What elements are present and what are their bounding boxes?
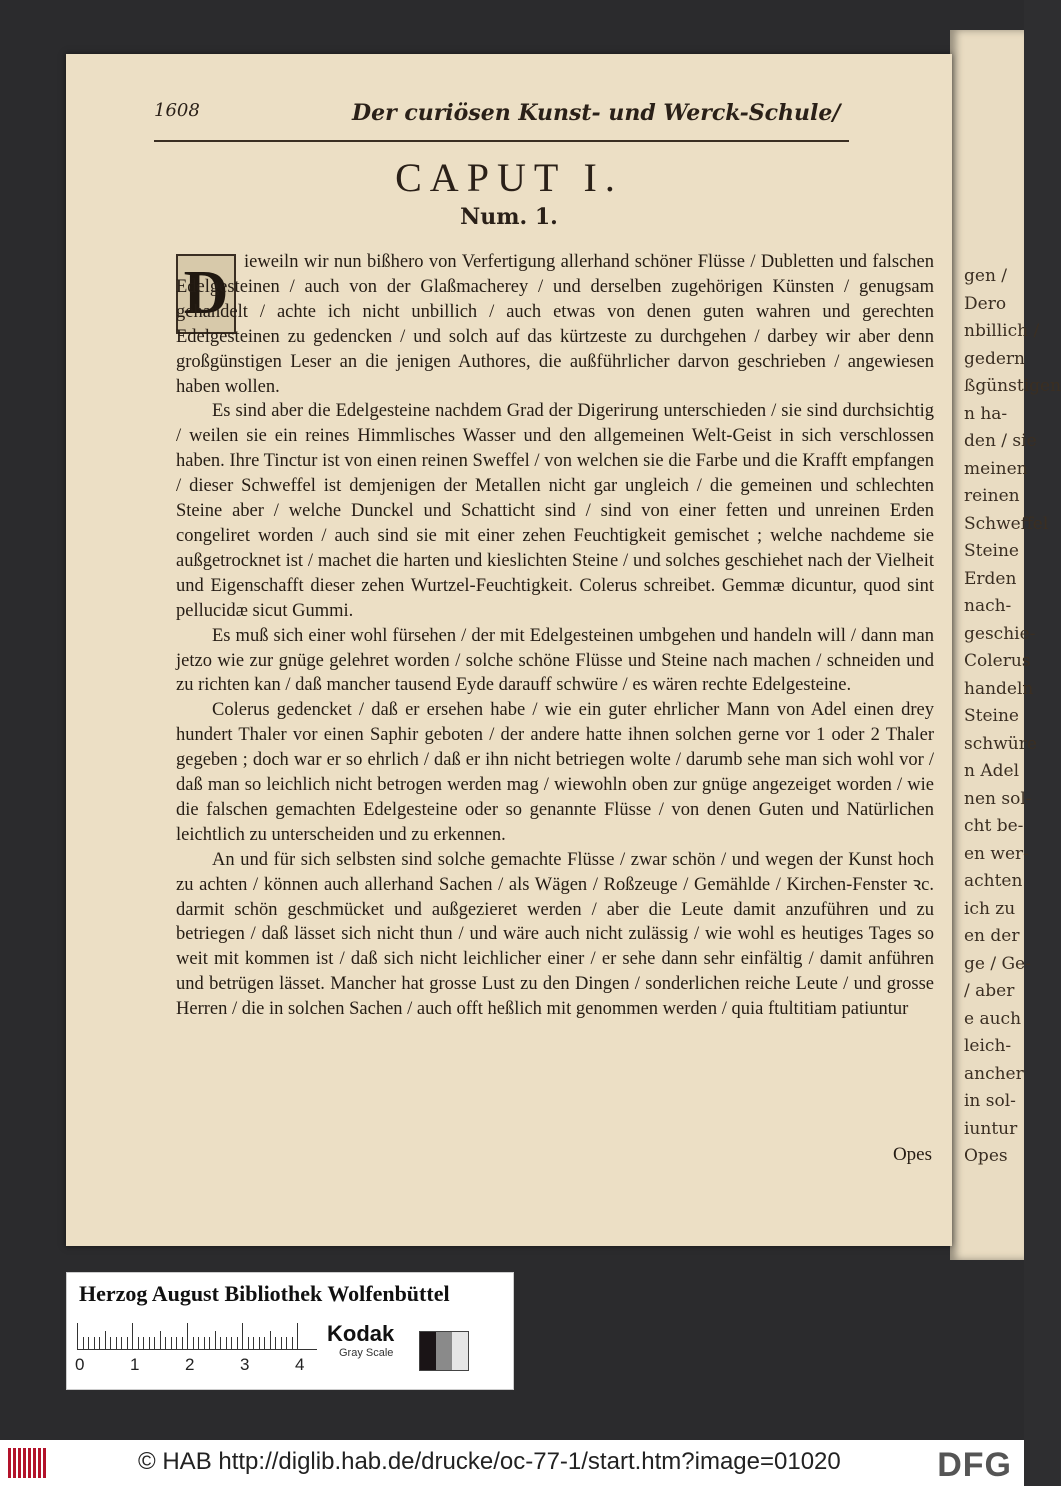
running-head: Der curiösen Kunst- und Werck-Schule/ <box>352 100 841 126</box>
facing-page-fragment: Opes <box>964 1146 1008 1166</box>
ruler-tick <box>204 1337 205 1349</box>
ruler-tick <box>253 1337 254 1349</box>
facing-page-fragment: ßgünstigen <box>964 376 1061 396</box>
ruler-tick <box>176 1337 177 1349</box>
book-page <box>66 54 952 1246</box>
hab-logo-icon <box>8 1448 46 1478</box>
ruler-tick <box>270 1331 271 1349</box>
paragraph: An und für sich selbsten sind solche gemachte Flüsse / zwar schön / und wegen der Kunst hoch zu achten / können auch allerhand Sachen / als Wägen / Roßzeuge / Gemählde / Kirchen-Fenster ꝛc. darmit schön geschmücket und außgezieret werden / aber die Leute damit anzuführen und zu betriegen / daß lässet sich nicht thun / und wäre auch nicht zulässig / wie wohl es heutiges Tages so weit mit kommen ist / daß sich nicht leichlicher einer / er sehe dann sehr einfältig / damit anführen und betrügen lässet. Mancher hat grosse Lust zu den Dingen / sonderlichen reiche Leute / und grosse Herren / die in solchen Sachen / auch offt heßlich mit genommen werden / quia ftultitiam patiuntur <box>176 849 934 1020</box>
ruler-tick <box>292 1337 293 1349</box>
ruler-tick <box>275 1337 276 1349</box>
facing-page-fragment: n Adel <box>964 761 1020 781</box>
facing-page-fragment: handeln <box>964 678 1034 699</box>
scale-number: 3 <box>240 1355 250 1374</box>
catchword: Opes <box>892 1144 932 1165</box>
facing-page-fragment: reinen <box>964 486 1020 506</box>
gray-patch <box>452 1332 468 1370</box>
facing-page-fragment: meinen <box>964 458 1028 479</box>
paragraph: Es sind aber die Edelgesteine nachdem Grad der Digerirung unterschieden / sie sind durchsichtig / weilen sie ein reines Himmlisches Wasser und den allgemeinen Welt-Geist in sich verschlossen haben. Ihre Tinctur ist von einen reinen Sweffel / von welchen sie die Farbe und die Krafft empfangen / dieser Schweffel ist demjenigen der Metallen nicht gar ungleich / die gemeinen und schlechten Steine aber / welche Dunckel und Schatticht sind / sind von einer fetten und unreinen Erden congeliret worden / auch sind sie mit einer zehen Feuchtigkeit gemischet ; welche nachdeme sie außgetrocknet ist / machet die harten und kieslichten Steine / und solches geschiehet nach der Vielheit und Eigenschafft dieser zehen Wurtzel-Feuchtigkeit. Colerus schreibet. Gemmæ dicuntur, quod sint pellucidæ sicut Gummi. <box>176 401 934 621</box>
facing-page-fragment: en wer- <box>964 843 1029 864</box>
facing-page-fragment: in sol- <box>964 1091 1016 1111</box>
ruler-tick <box>237 1337 238 1349</box>
facing-page-fragment: geschie- <box>964 623 1036 644</box>
gray-patch <box>420 1332 436 1370</box>
ruler-tick <box>143 1337 144 1349</box>
ruler-tick <box>110 1337 111 1349</box>
ruler-tick <box>116 1337 117 1349</box>
paragraph: ieweiln wir nun bißhero von Verfertigung allerhand schöner Flüsse / Dubletten und falschen Edelgesteinen / auch von der Glaßmacherey / und derselben zugehörigen Künsten / genugsam gehandelt / achte ich nicht unbillich / auch etwas von denen guten wahren und gerechten Edelgesteinen zu gedencken / und solch auf das kürtzeste zu durchgehen / darbey wir aber denn großgünstigen Leser an die jenigen Authores, die außführlicher darvon geschrieben / angewiesen haben wollen. <box>176 252 934 397</box>
facing-page-fragment: leich- <box>964 1036 1012 1056</box>
ruler-tick <box>209 1337 210 1349</box>
facing-page-fragment: n ha- <box>964 403 1008 424</box>
facing-page-fragment: Schweffel <box>964 513 1049 534</box>
ruler-tick <box>286 1337 287 1349</box>
facing-page-fragment: schwüre <box>964 733 1037 754</box>
facing-page-fragment: Erden <box>964 568 1017 589</box>
gray-scale-label: Gray Scale <box>339 1347 394 1359</box>
scale-number: 1 <box>130 1355 140 1374</box>
ruler-tick <box>154 1337 155 1349</box>
ruler-tick <box>88 1337 89 1349</box>
facing-page-fragment: Steine <box>964 706 1019 726</box>
facing-page-fragment: nach- <box>964 596 1012 616</box>
gray-patch <box>436 1332 452 1370</box>
chapter-title: CAPUT I. <box>395 155 623 200</box>
scale-number: 0 <box>75 1355 85 1374</box>
ruler-tick <box>220 1337 221 1349</box>
facing-page-fragment: Dero <box>964 293 1007 314</box>
ruler-tick <box>297 1323 298 1349</box>
ruler-tick <box>149 1337 150 1349</box>
facing-page-edge <box>950 30 1061 1260</box>
ruler-tick <box>226 1337 227 1349</box>
ruler-tick <box>77 1323 78 1349</box>
section-number: Num. 1. <box>460 204 558 230</box>
facing-page-fragment: en der <box>964 926 1020 946</box>
ruler-tick <box>171 1337 172 1349</box>
ruler-tick <box>94 1337 95 1349</box>
facing-page-fragment: Steine <box>964 541 1019 561</box>
drop-cap-initial: D <box>176 254 236 334</box>
ruler-tick <box>83 1337 84 1349</box>
paragraph: Colerus gedencket / daß er ersehen habe / wie ein guter ehrlicher Mann von Adel einen drey hundert Thaler vor einen Saphir geboten / der andere hatte ihnen solchen gerne vor 1 oder 2 Thaler gegeben ; doch war er so ehrlich / daß er ihn nicht betriegen wolte / darumb sehe man sich wohl vor / daß man so leichlich nicht betrogen werden mag / wiewohln oben zur gnüge angezeiget worden / wie die falschen gemachten Edelgesteine oder so genannte Flüsse / von denen Guten und Natürlichen leichtlich zu unterscheiden und zu erkennen. <box>176 700 934 845</box>
ruler-tick <box>193 1337 194 1349</box>
ruler-scale <box>77 1323 317 1350</box>
copyright-link[interactable]: © HAB http://diglib.hab.de/drucke/oc-77-1/start.htm?image=01020 <box>138 1448 841 1475</box>
facing-page-fragment: nen sol- <box>964 788 1032 809</box>
ruler-tick <box>99 1337 100 1349</box>
ruler-tick <box>259 1337 260 1349</box>
ruler-tick <box>198 1337 199 1349</box>
ruler-tick <box>160 1331 161 1349</box>
ruler-tick <box>138 1337 139 1349</box>
ruler-tick <box>215 1331 216 1349</box>
ruler-tick <box>121 1337 122 1349</box>
ruler-tick <box>281 1337 282 1349</box>
body-text <box>176 250 934 1022</box>
ruler-tick <box>248 1337 249 1349</box>
facing-page-fragment: / aber <box>964 981 1015 1001</box>
facing-page-fragment: gen / <box>964 266 1008 286</box>
ruler-tick <box>182 1337 183 1349</box>
facing-page-fragment: nbillich / <box>964 321 1040 341</box>
library-label-card <box>66 1272 514 1390</box>
ruler-tick <box>231 1337 232 1349</box>
dfg-logo: DFG <box>937 1446 1012 1484</box>
facing-page-fragment: cht be- <box>964 816 1024 836</box>
facing-page-fragment: iuntur <box>964 1118 1018 1139</box>
facing-page-fragment: ancher <box>964 1063 1024 1084</box>
page-number: 1608 <box>154 100 200 121</box>
gray-scale-patches <box>419 1331 469 1371</box>
facing-page-fragment: ge / Ge- <box>964 953 1031 974</box>
ruler-tick <box>264 1337 265 1349</box>
ruler-tick <box>127 1337 128 1349</box>
facing-page-fragment: gedern <box>964 348 1025 369</box>
paragraph: Es muß sich einer wohl fürsehen / der mit Edelgesteinen umbgehen und handeln will / dann man jetzo wie zur gnüge gelehret worden / solche schöne Flüsse und Steine nach machen / schneiden und zu richten kan / daß mancher tausend Eyde darauff schwüre / es wären rechte Edelgesteine. <box>176 625 934 696</box>
facing-page-fragment: e auch <box>964 1008 1022 1029</box>
scale-number: 4 <box>295 1355 305 1374</box>
ruler-tick <box>105 1331 106 1349</box>
scale-number: 2 <box>185 1355 195 1374</box>
library-name: Herzog August Bibliothek Wolfenbüttel <box>79 1281 450 1306</box>
ruler-tick <box>132 1323 133 1349</box>
ruler-tick <box>165 1337 166 1349</box>
facing-page-fragment: den / sie <box>964 431 1037 451</box>
ruler-tick <box>187 1323 188 1349</box>
ruler-tick <box>242 1323 243 1349</box>
facing-page-fragment: Colerus <box>964 651 1031 671</box>
header-rule <box>154 140 849 142</box>
kodak-logo: Kodak <box>327 1321 395 1346</box>
footer-bar <box>0 1440 1024 1486</box>
facing-page-fragment: ich zu <box>964 898 1016 919</box>
facing-page-fragment: achten <box>964 871 1023 891</box>
